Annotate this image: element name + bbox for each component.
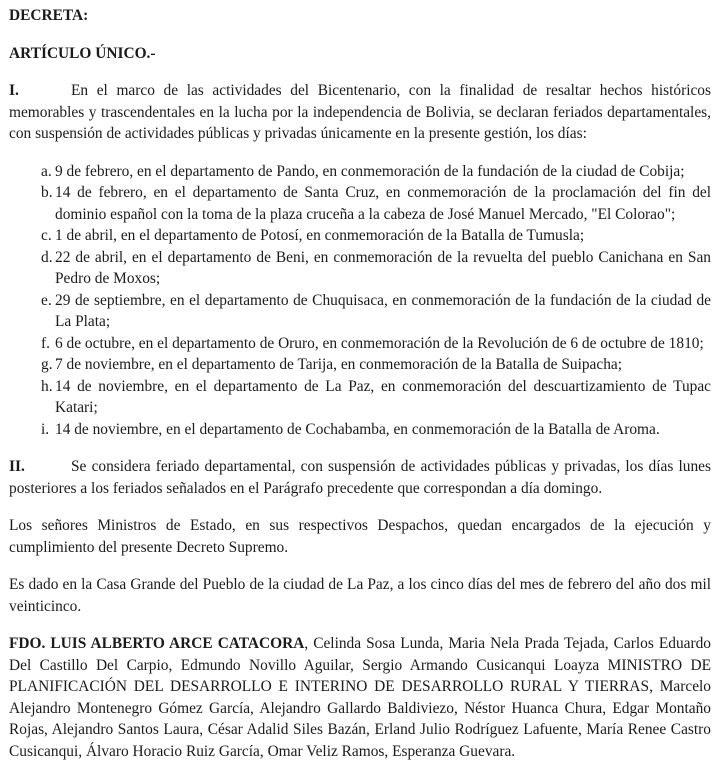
holiday-letter: h. [41,377,53,395]
paragraph-roman-i-numeral: I. [9,82,19,99]
holiday-item [9,333,711,355]
signatories-lead: FDO. LUIS ALBERTO ARCE CATACORA [9,635,305,652]
holiday-text: 14 de noviembre, en el departamento de La Paz, en conmemoración del descuartizamiento de Tupac Katari; [55,377,711,416]
holiday-letter: e. [41,291,52,309]
holiday-item [9,376,711,419]
place-date-clause: Es dado en la Casa Grande del Pueblo de la ciudad de La Paz, a los cinco días del mes de febrero del año dos mil veinticinco. [9,576,711,615]
holiday-text: 22 de abril, en el departamento de Beni, en conmemoración de la revuelta del pueblo Canichana en San Pedro de Moxos; [55,248,711,287]
holiday-item [9,247,711,290]
holiday-letter: f. [41,334,50,352]
paragraph-roman-i-text: En el marco de las actividades del Bicentenario, con la finalidad de resaltar hechos históricos memorables y trascendentales en la lucha por la independencia de Bolivia, se declaran feriados departamentales, con suspensión de actividades públicas y privadas únicamente en la presente gestión, los días: [9,82,711,142]
holiday-letter: g. [41,356,53,373]
holiday-letter: b. [41,184,53,201]
holiday-item [9,419,711,441]
holiday-letter: c. [41,227,52,244]
holiday-text: 9 de febrero, en el departamento de Pando, en conmemoración de la fundación de la ciudad de Cobija; [55,162,685,180]
signatories-paragraph [9,633,711,762]
holiday-item [9,354,711,376]
holiday-item [9,161,711,183]
holiday-text: 14 de noviembre, en el departamento de Cochabamba, en conmemoración de la Batalla de Aroma. [55,420,660,438]
ministers-clause: Los señores Ministros de Estado, en sus respectivos Despachos, quedan encargados de la ejecución y cumplimiento del presente Decreto Supremo. [9,517,711,556]
holiday-item [9,182,711,225]
holiday-item [9,225,711,247]
articulo-unico-heading: ARTÍCULO ÚNICO.- [9,44,156,62]
paragraph-roman-ii [9,456,711,499]
holiday-text: 29 de septiembre, en el departamento de Chuquisaca, en conmemoración de la fundación de la ciudad de La Plata; [55,291,711,330]
holiday-text: 6 de octubre, en el departamento de Oruro, en conmemoración de la Revolución de 6 de octubre de 1810; [55,334,704,352]
holiday-text: 14 de febrero, en el departamento de Santa Cruz, en conmemoración de la proclamación del fin del dominio español con la toma de la plaza cruceña a la cabeza de José Manuel Mercado, "El Colorao"; [55,184,711,223]
holiday-letter: d. [41,248,53,266]
holiday-item [9,290,711,333]
holiday-text: 1 de abril, en el departamento de Potosí, en conmemoración de la Batalla de Tumusla; [55,227,585,244]
holiday-letter: i. [41,420,50,438]
paragraph-roman-ii-text: Se considera feriado departamental, con suspensión de actividades públicas y privadas, los días lunes posteriores a los feriados señalados en el Parágrafo precedente que correspondan a día domingo. [9,458,711,497]
decreta-heading: DECRETA: [9,7,89,24]
paragraph-roman-i [9,80,711,145]
paragraph-roman-ii-numeral: II. [9,458,25,475]
holiday-text: 7 de noviembre, en el departamento de Tarija, en conmemoración de la Batalla de Suipacha; [55,356,623,373]
signatories-rest: , Celinda Sosa Lunda, Maria Nela Prada Tejada, Carlos Eduardo Del Castillo Del Carpio, Edmundo Novillo Aguilar, Sergio Armando Cusicanqui Loayza MINISTRO DE PLANIFICACIÓN DEL DESARROLLO E INTERINO DE DESARROLLO RURAL Y TIERRAS, Marcelo Alejandro Montenegro Gómez García, Alejandro Gallardo Baldiviezo, Néstor Huanca Chura, Edgar Montaño Rojas, Alejandro Santos Laura, César Adalid Siles Bazán, Erland Julio Rodríguez Lafuente, María Renee Castro Cusicanqui, Álvaro Horacio Ruiz García, Omar Veliz Ramos, Esperanza Guevara. [9,635,711,760]
holiday-letter: a. [41,162,52,180]
holiday-list [9,161,711,441]
